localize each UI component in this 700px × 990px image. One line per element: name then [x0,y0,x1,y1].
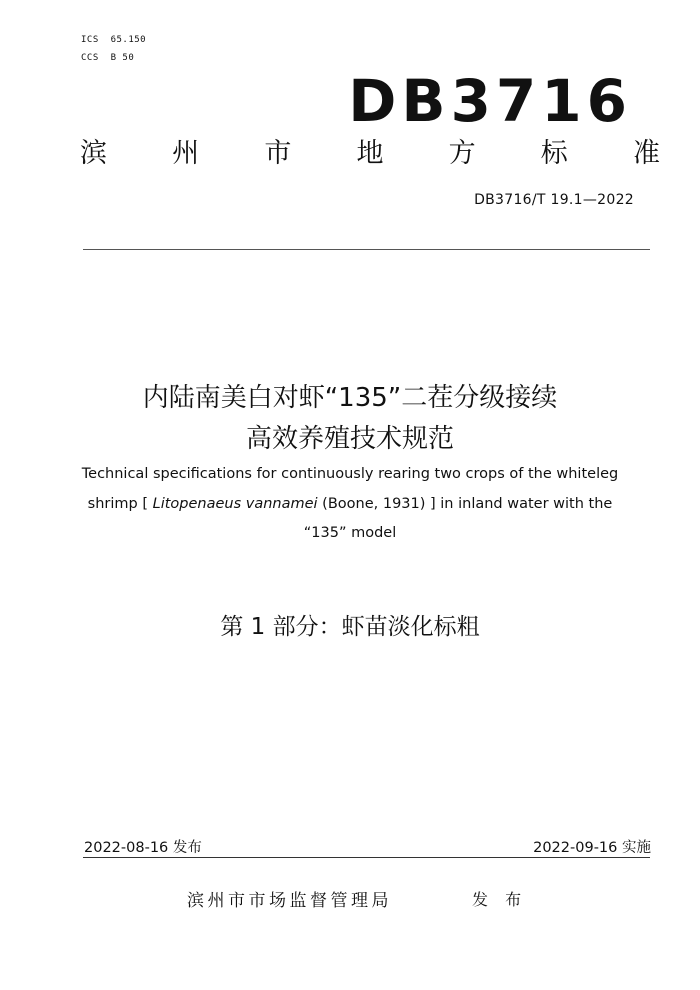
english-title-text: (Boone, 1931) ] in inland water with the [317,496,613,512]
standard-type-char: 市 [264,138,292,169]
chinese-title-line-2: 高效养殖技术规范 [245,424,454,454]
implementation-date: 2022-09-16 实施 [533,840,651,856]
species-name-italic: Litopenaeus vannamei [152,496,318,512]
standard-type-char: 方 [448,138,476,169]
english-title-line-3: “135” model [303,525,397,541]
standard-code-heading: DB3716 [348,67,632,135]
issue-date: 2022-08-16 发布 [84,840,202,856]
standard-type-char: 标 [540,138,568,169]
standard-type-char: 滨 [80,138,107,169]
standard-number: DB3716/T 19.1—2022 [474,192,634,208]
issue-label: 发 布 [472,890,528,909]
bottom-divider [83,857,650,858]
standard-type-title [80,136,660,172]
standard-type-char: 州 [172,138,200,169]
english-title-text: shrimp [ [87,496,153,512]
top-divider [83,249,650,250]
english-title-line-2 [0,494,700,514]
chinese-title-line-1: 内陆南美白对虾“135”二茬分级接续 [142,383,558,413]
standard-type-char: 准 [632,138,660,169]
ccs-code: CCS B 50 [81,53,135,63]
standard-type-char: 地 [356,138,384,169]
part-title: 第 1 部分：虾苗淡化标粗 [220,614,480,640]
issuing-authority: 滨州市市场监督管理局 [187,891,392,911]
english-title-line-1: Technical specifications for continuously rearing two crops of the whiteleg [81,466,619,482]
ics-code: ICS 65.150 [81,35,147,45]
